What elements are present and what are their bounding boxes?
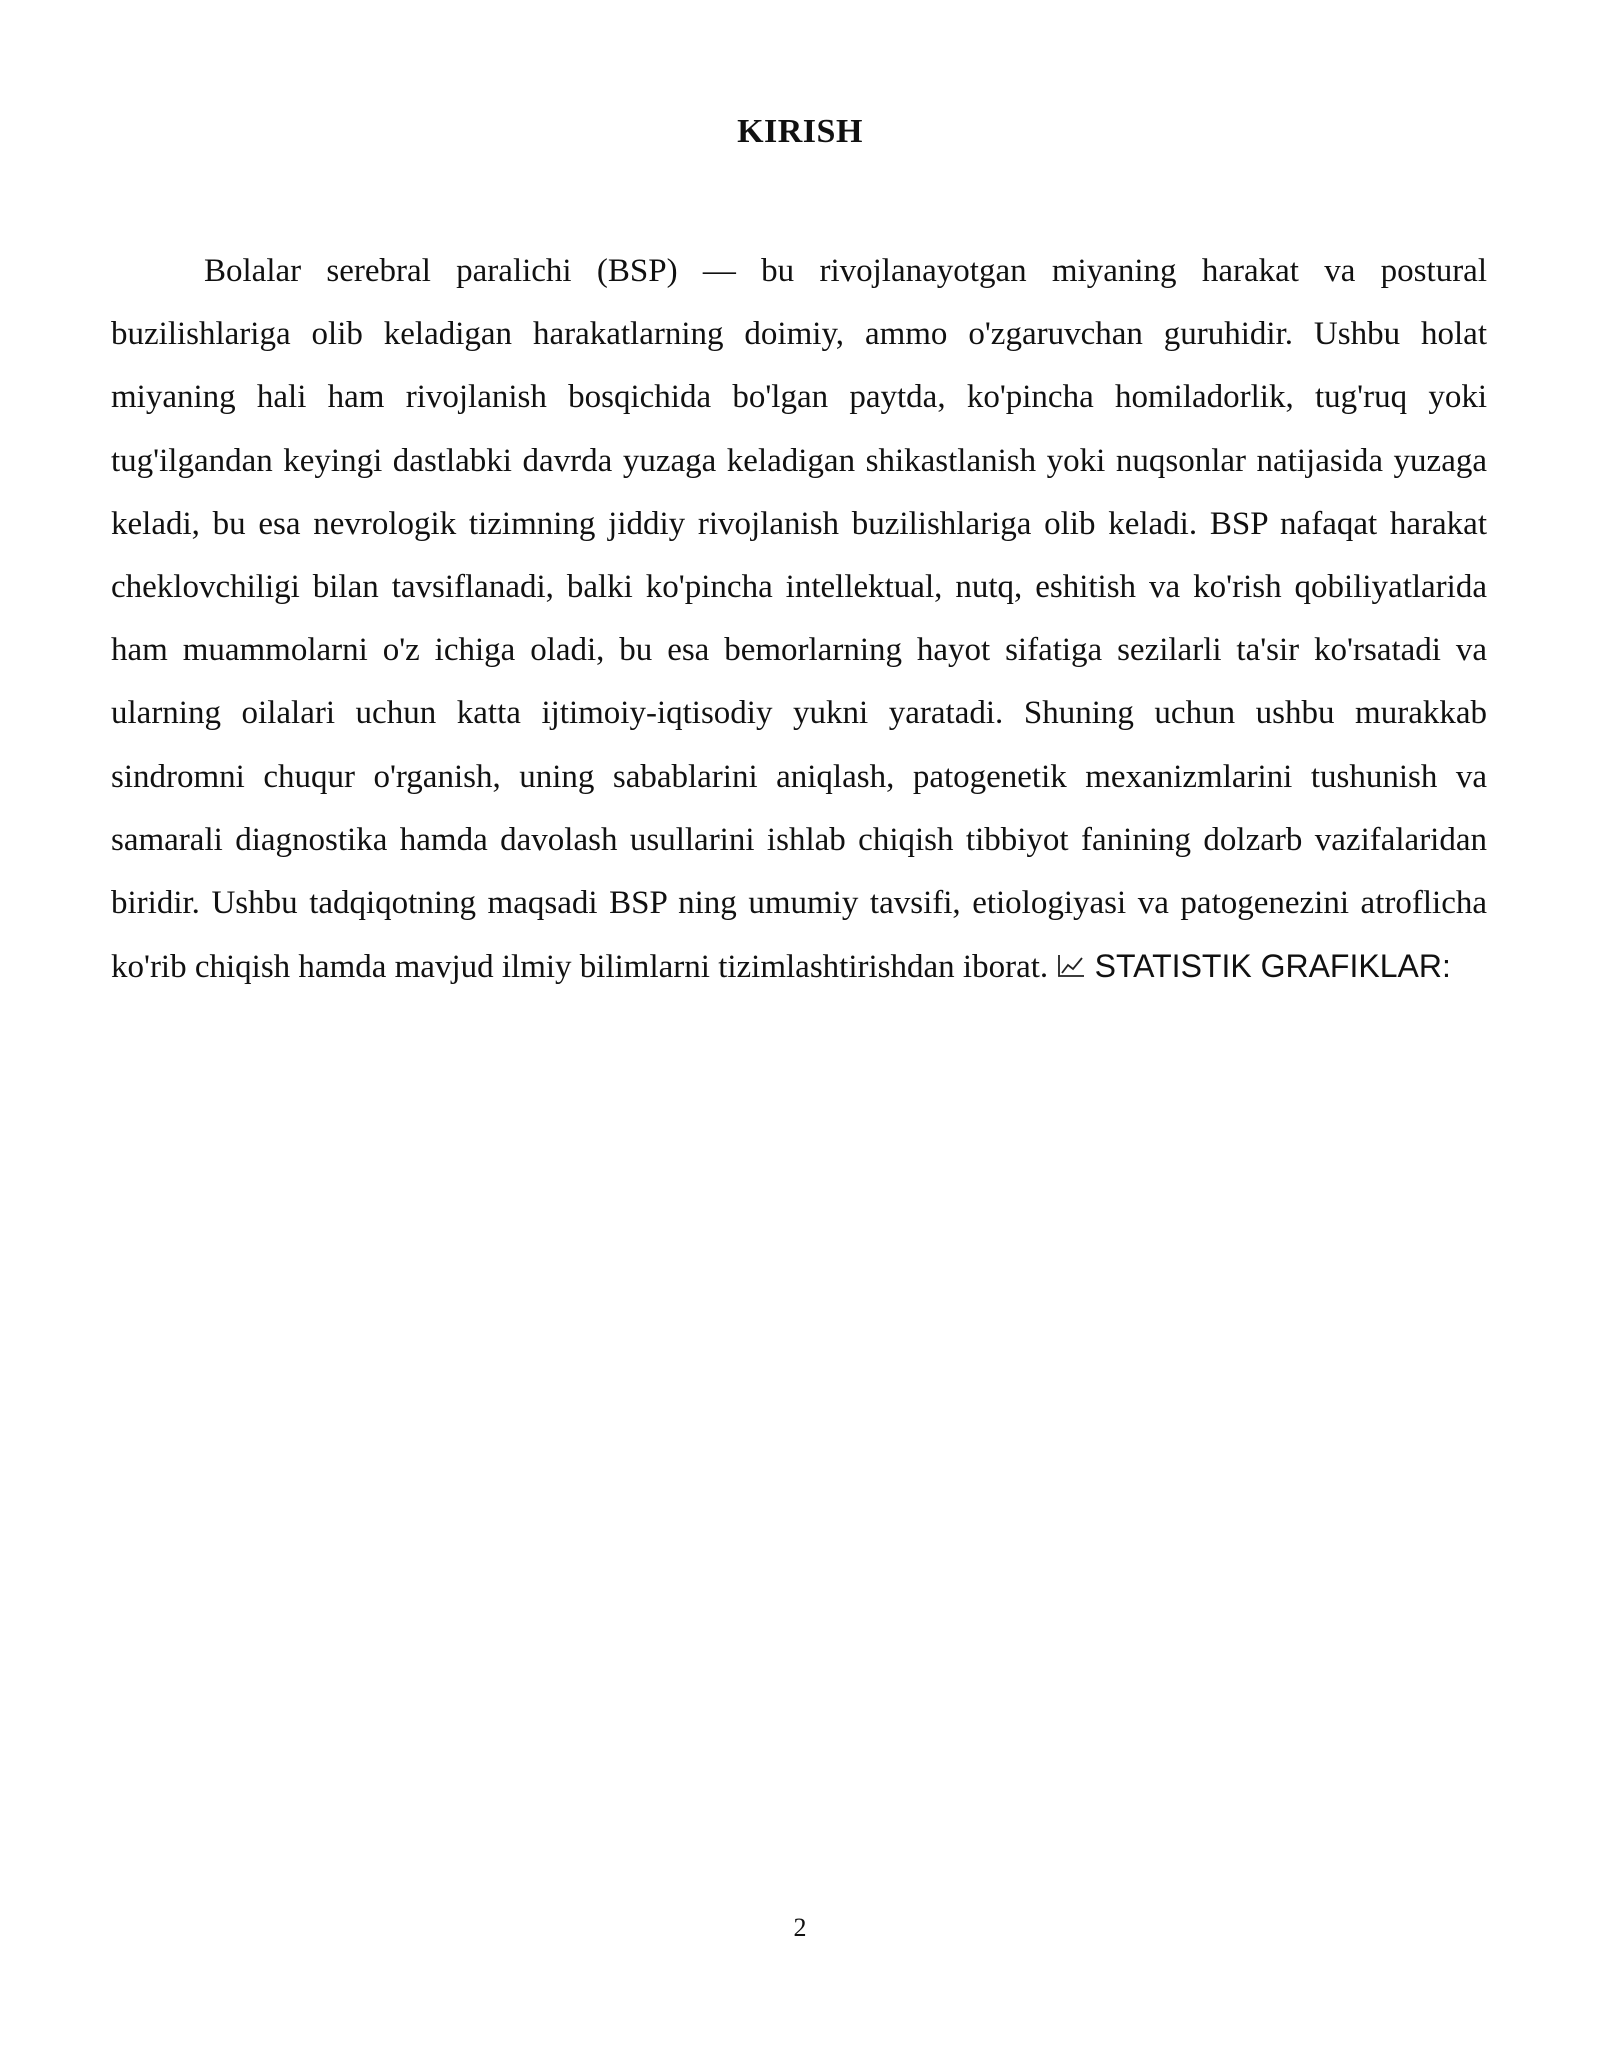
section-heading: KIRISH (737, 113, 863, 150)
intro-paragraph (111, 240, 1487, 999)
statistics-label: STATISTIK GRAFIKLAR: (1094, 948, 1451, 985)
paragraph-text: Bolalar serebral paralichi (BSP) — bu rivojlanayotgan miyaning harakat va postural buzilishlariga olib keladigan harakatlarning doimiy, ammo o'zgaruvchan guruhidir. Ushbu holat miyaning hali ham rivojlanish bosqichida bo'lgan paytda, ko'pincha homiladorlik, tug'ruq yoki tug'ilgandan keyingi dastlabki davrda yuzaga keladigan shikastlanish yoki nuqsonlar natijasida yuzaga keladi, bu esa nevrologik tizimning jiddiy rivojlanish buzilishlariga olib keladi. BSP nafaqat harakat cheklovchiligi bilan tavsiflanadi, balki ko'pincha intellektual, nutq, eshitish va ko'rish qobiliyatlarida ham muammolarni o'z ichiga oladi, bu esa bemorlarning hayot sifatiga sezilarli ta'sir ko'rsatadi va ularning oilalari uchun katta ijtimoiy-iqtisodiy yukni yaratadi. Shuning uchun ushbu murakkab sindromni chuqur o'rganish, uning sabablarini aniqlash, patogenetik mexanizmlarini tushunish va samarali diagnostika hamda davolash usullarini ishlab chiqish tibbiyot fanining dolzarb vazifalaridan biridir. Ushbu tadqiqotning maqsadi BSP ning umumiy tavsifi, etiologiyasi va patogenezini atroflicha ko'rib chiqish hamda mavjud ilmiy bilimlarni tizimlashtirishdan iborat. (111, 253, 1487, 986)
page-number: 2 (793, 1913, 807, 1942)
chart-increasing-icon (1056, 953, 1086, 979)
